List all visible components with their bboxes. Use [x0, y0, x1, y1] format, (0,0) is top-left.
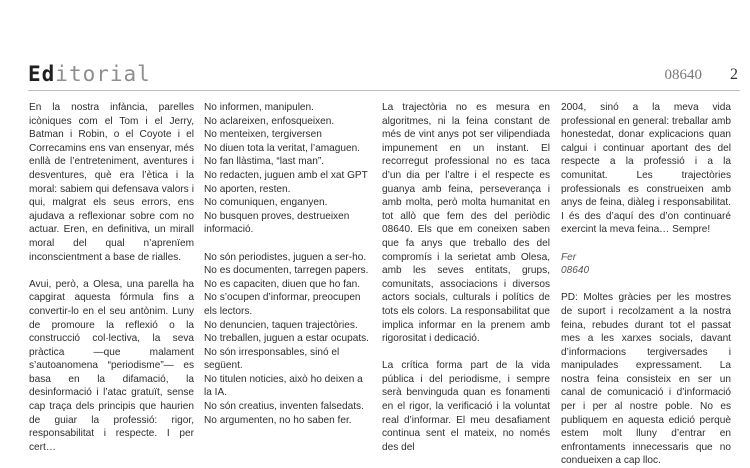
list-line: No comuniquen, enganyen.: [204, 197, 328, 209]
section-title: [28, 62, 151, 86]
list-line: No busquen proves, destrueixen informació.: [204, 210, 350, 236]
header-divider: [28, 90, 740, 91]
list-line: No argumenten, no ho saben fer.: [204, 414, 352, 426]
paragraph: Avui, però, a Olesa, una parella ha capgirat aquesta fórmula fins a convertir-lo en el seu antònim. Luny de promoure la reflexió o la construcció col·lectiva, la seva pràctica —que malament s’autoanomena “periodisme”— es basa en la difamació, la desinformació i l’atac gratuït, sense cap traça dels principis que haurien de guiar la professió: rigor, responsabilitat i respecte. I per cert…: [29, 278, 194, 453]
publication-name: 08640: [664, 67, 702, 83]
postscript: PD: Moltes gràcies per les mostres de suport i recolzament a la nostra feina, rebudes durant tot el passat mes a les xarxes socials, davant d’informacions tergiversades i manipulades expressament. La nostra feina consisteix en ser un canal de comunicació i d’informació per i per al nostre poble. No es publiquem en aquesta edició perquè estem molt lluny d’entrar en enfrontaments innecessaris que no condueixen a cap lloc.: [561, 292, 731, 467]
paragraph: La trajectòria no es mesura en algoritmes, ni la feina constant de més de vint anys pot ser vilipendiada impunement en un instant. El recorregut professional no es taca d’un dia per l’altre i el respecte es guanya amb feina, perseverança i amb molta, però molta humanitat en tot allò que fem des del periòdic 08640. Els que em coneixen saben que fa anys que treballo des del compromís i la serietat amb Olesa, amb les seves entitats, grups, comunitats, associacions i diversos actors socials, culturals i polítics de tots els colors. La responsabilitat que implica informar en la prenem amb rigorositat i dedicació.: [382, 102, 550, 345]
paragraph: La crítica forma part de la vida pública i del periodisme, i sempre serà benvinguda quan es fonamenti en el rigor, la verificació i la voluntat real d’informar. El meu desafiament continua sent el mateix, no només des del: [382, 360, 550, 453]
list-line: No aporten, resten.: [204, 183, 291, 195]
list-line: No denuncien, taquen trajectòries.: [204, 319, 358, 331]
paragraph: En la nostra infància, parelles icòniques com el Tom i el Jerry, Batman i Robin, o el Coyote i el Correcamins ens van ensenyar, més enllà de l’entreteniment, aventures i desventures, què era l’ètica i la moral: sabiem qui defensava valors i qui, malgrat els seus errors, ens ajudava a reflexionar sobre com no actuar. Eren, en definitiva, un mirall moral del qual n’aprenïem inconscientment a base de rialles.: [29, 102, 194, 263]
list-line: No es documenten, tarregen papers.: [204, 265, 369, 277]
list-line: No s’ocupen d’informar, preocupen els lectors.: [204, 292, 361, 317]
section-title-rest: itorial: [55, 62, 151, 86]
paragraph: 2004, sinó a la meva vida professional en general: treballar amb honestedat, donar explicacions quan calgui i continuar aportant des del respecte a la professió i a la comunitat. Les trajectòries professionals es construeixen amb anys de feina, diàleg i responsabilitat. I és des d’aquí des d’on continuaré exercint la meva feina… Sempre!: [561, 102, 731, 236]
list-line: No treballen, juguen a estar ocupats.: [204, 333, 369, 345]
column-4: [561, 101, 731, 468]
column-2: [204, 101, 372, 427]
signature-publication: 08640: [561, 265, 590, 277]
list-line: No aclareixen, enfosqueixen.: [204, 115, 335, 127]
column-1: [29, 101, 194, 454]
list-line: No fan llàstima, “last man”.: [204, 156, 325, 168]
section-title-bold: Ed: [28, 62, 56, 86]
list-line: No són creatius, inventen falsedats.: [204, 401, 364, 413]
signature-name: Fer: [561, 251, 577, 263]
list-line: No es capaciten, diuen que ho fan.: [204, 278, 361, 290]
page-header: [28, 62, 740, 88]
list-line: No menteixen, tergiversen: [204, 129, 322, 141]
list-line: No informen, manipulen.: [204, 102, 314, 113]
page-number: 2: [730, 66, 738, 83]
list-line: No diuen tota la veritat, l’amaguen.: [204, 142, 360, 154]
list-line: No redacten, juguen amb el xat GPT: [204, 169, 368, 181]
list-line: No són periodistes, juguen a ser-ho.: [204, 251, 367, 263]
column-3: [382, 101, 550, 454]
list-line: No titulen noticies, això ho deixen a la IA.: [204, 373, 363, 399]
list-line: No són irresponsables, sinó el següent.: [204, 346, 340, 372]
